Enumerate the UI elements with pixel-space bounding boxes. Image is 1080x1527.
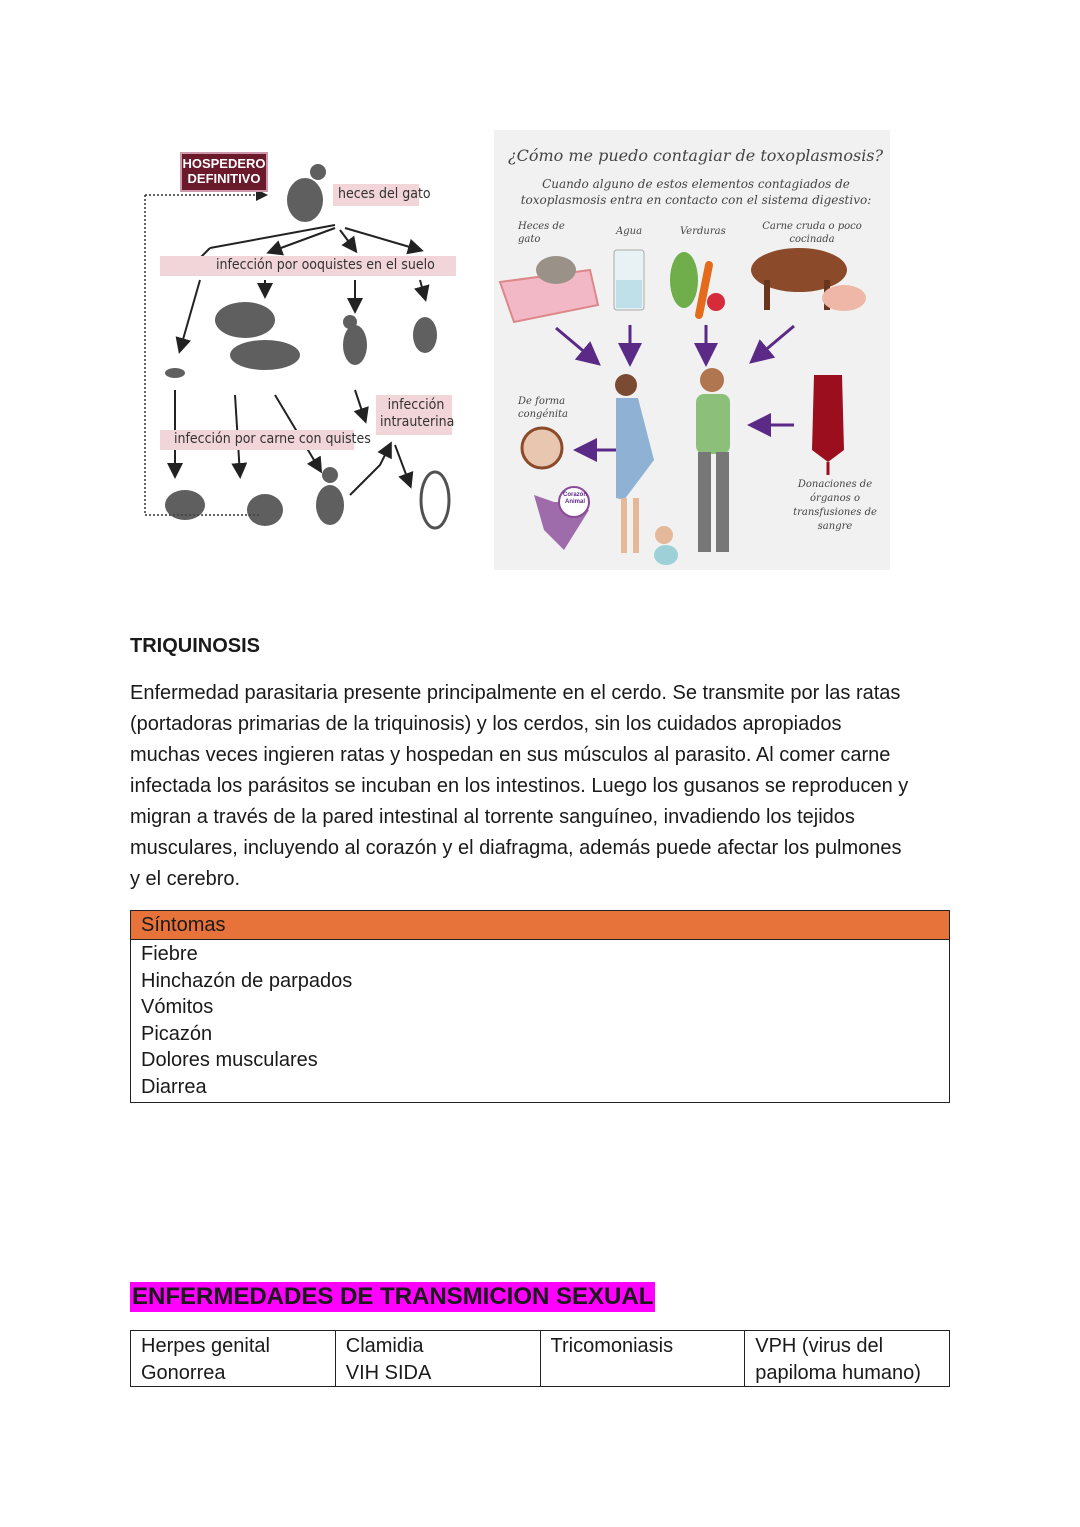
section-title-ets: ENFERMEDADES DE TRANSMICION SEXUAL [132,1283,654,1310]
symptom-item: Vómitos [141,996,214,1018]
toxoplasmosis-cycle-figure [140,140,460,545]
donations-label: Donaciones de órganos o transfusiones de sangre [793,479,877,532]
ets-item: Herpes genital [141,1335,270,1357]
ets-cell [336,1331,541,1386]
source-vegetables: Verduras [680,226,726,237]
ets-item: Clamidia [345,1335,424,1357]
source-raw-meat: Carne cruda o poco cocinada [762,221,862,245]
symptom-item: Diarrea [141,1075,207,1098]
meat-infection-label: infección por carne con quistes [174,431,371,447]
paragraph-line: (portadoras primarias de la triquinosis) y los cerdos, sin los cuidados apropiados [130,713,842,735]
ets-cell [131,1331,336,1386]
cat-feces-label: heces del gato [338,186,431,202]
symptom-item: Picazón [141,1022,213,1045]
symptoms-list [131,940,949,1102]
paragraph-line: y el cerebro. [130,868,241,890]
triquinosis-paragraph [130,678,960,895]
section-title-triquinosis: TRIQUINOSIS [130,635,261,657]
ets-item: papiloma humano) [755,1361,921,1384]
source-water: Agua [616,226,643,237]
toxoplasmosis-contagion-figure [494,130,890,570]
paragraph-line: muchas veces ingieren ratas y hospedan en sus músculos al parasito. Al comer carne [130,744,891,766]
symptoms-table [130,910,950,1103]
ets-table [130,1330,950,1387]
source-cat-feces: Heces de gato [518,221,565,245]
host-label: HOSPEDERO DEFINITIVO [180,152,268,192]
symptom-item: Dolores musculares [141,1049,318,1071]
paragraph-line: Enfermedad parasitaria presente principalmente en el cerdo. Se transmite por las ratas [130,682,901,704]
ets-item: VIH SIDA [345,1361,432,1384]
badge-label: Corazón Animal [563,492,587,505]
ets-cell [745,1331,949,1386]
intrauterine-label: infección intrauterina [380,397,455,430]
symptom-item: Hinchazón de parpados [141,969,353,992]
paragraph-line: migran a través de la pared intestinal al torrente sanguíneo, invadiendo los tejidos [130,806,855,828]
paragraph-line: musculares, incluyendo al corazón y el diafragma, además puede afectar los pulmones [130,837,902,859]
soil-infection-label: infección por ooquistes en el suelo [216,257,435,273]
paragraph-line: infectada los parásitos se incuban en los intestinos. Luego los gusanos se reproducen y [130,775,909,797]
ets-cell [541,1331,746,1386]
symptoms-header: Síntomas [131,911,949,940]
congenital-label: De forma congénita [518,396,568,420]
figure-subtitle: Cuando alguno de estos elementos contagiados de toxoplasmosis entra en contacto con el sistema digestivo: [520,177,872,207]
ets-item: Tricomoniasis [550,1335,674,1357]
contagion-illustrations [494,130,890,570]
symptom-item: Fiebre [141,943,198,965]
figure-title: ¿Cómo me puedo contagiar de toxoplasmosis? [508,146,884,165]
ets-item: Gonorrea [141,1361,226,1384]
ets-item: VPH (virus del [755,1335,884,1357]
